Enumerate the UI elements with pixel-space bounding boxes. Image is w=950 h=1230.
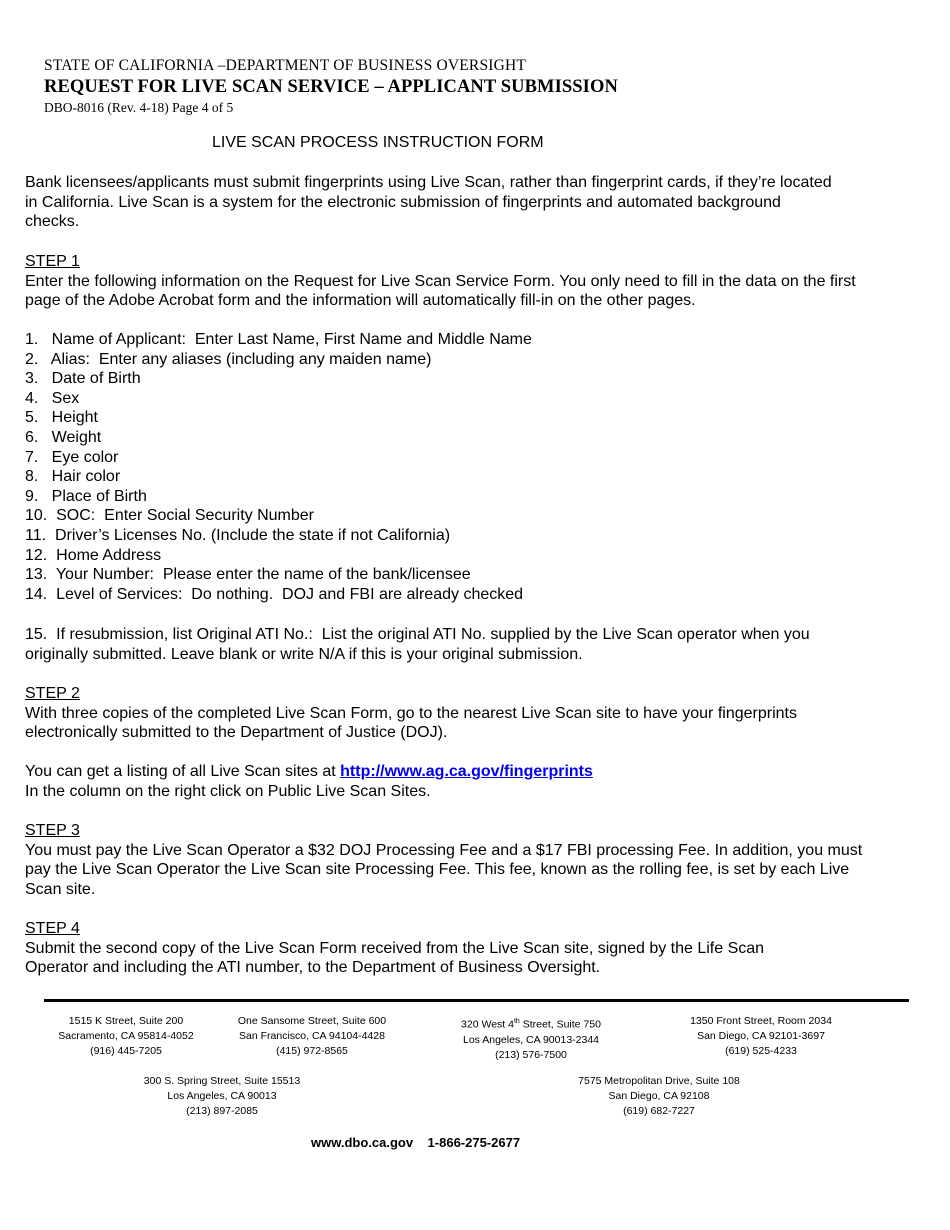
office-street: 1350 Front Street, Room 2034 [690, 1015, 832, 1027]
list-item: 11. Driver’s Licenses No. (Include the state if not California) [25, 526, 451, 544]
intro-line: checks. [25, 213, 80, 231]
step3-section [25, 821, 862, 899]
footer-divider [44, 999, 909, 1002]
listing-prefix: You can get a listing of all Live Scan sites at [25, 763, 341, 781]
office-city: San Francisco, CA 94104-4428 [239, 1030, 385, 1042]
intro-line: Bank licensees/applicants must submit fingerprints using Live Scan, rather than fingerprint cards, if they’re located [25, 174, 832, 191]
step3-line: pay the Live Scan Operator the Live Scan site Processing Fee. This fee, known as the rolling fee, is set by each Live [25, 861, 850, 879]
office-phone: (619) 682-7227 [623, 1105, 695, 1117]
item15-line: 15. If resubmission, list Original ATI No.: List the original ATI No. supplied by the Live Scan operator when you [25, 626, 810, 643]
step2-line: electronically submitted to the Department of Justice (DOJ). [25, 724, 448, 742]
step2-line: With three copies of the completed Live Scan Form, go to the nearest Live Scan site to have your fingerprints [25, 704, 797, 722]
list-item: 12. Home Address [25, 546, 162, 564]
footer-contact [311, 1135, 520, 1150]
fingerprints-link[interactable]: http://www.ag.ca.gov/fingerprints [340, 763, 593, 781]
list-item: 5. Height [25, 409, 98, 427]
office-city: San Diego, CA 92108 [608, 1090, 710, 1102]
list-item: 4. Sex [25, 389, 80, 407]
list-item: 3. Date of Birth [25, 370, 141, 388]
list-item: 7. Eye color [25, 448, 119, 466]
step1-line: page of the Adobe Acrobat form and the information will automatically fill-in on the other pages. [25, 292, 696, 310]
item15-line: originally submitted. Leave blank or write N/A if this is your original submission. [25, 645, 583, 663]
listing-note: In the column on the right click on Public Live Scan Sites. [25, 782, 431, 800]
office-san-diego-metropolitan [559, 1074, 759, 1119]
list-item: 10. SOC: Enter Social Security Number [25, 507, 314, 525]
step4-line: Submit the second copy of the Live Scan Form received from the Live Scan site, signed by the Life Scan [25, 939, 765, 957]
office-sacramento [46, 1014, 206, 1059]
list-item: 2. Alias: Enter any aliases (including any maiden name) [25, 350, 432, 368]
step1-list [25, 330, 532, 604]
toll-free-phone: 1-866-275-2677 [427, 1135, 521, 1150]
office-street: 320 West 4th Street, Suite 750 [461, 1018, 601, 1031]
step1-item15 [25, 625, 810, 664]
office-phone: (619) 525-4233 [725, 1045, 797, 1057]
list-item: 9. Place of Birth [25, 487, 147, 505]
office-phone: (916) 445-7205 [90, 1045, 162, 1057]
website-link[interactable]: www.dbo.ca.gov [311, 1135, 414, 1150]
step1-section [25, 252, 856, 311]
office-los-angeles-spring [127, 1074, 317, 1119]
step3-heading: STEP 3 [25, 822, 80, 839]
office-street: 7575 Metropolitan Drive, Suite 108 [578, 1075, 740, 1087]
step2-heading: STEP 2 [25, 685, 80, 702]
step1-line: Enter the following information on the Request for Live Scan Service Form. You only need to fill in the data on the first [25, 272, 856, 290]
office-city: Sacramento, CA 95814-4052 [58, 1030, 194, 1042]
intro-paragraph [25, 173, 832, 232]
list-item: 13. Your Number: Please enter the name of the bank/licensee [25, 566, 471, 584]
list-item: 6. Weight [25, 428, 102, 446]
step4-section [25, 919, 764, 978]
office-city: Los Angeles, CA 90013-2344 [462, 1033, 600, 1046]
list-item: 1. Name of Applicant: Enter Last Name, First Name and Middle Name [25, 331, 532, 348]
form-id: DBO-8016 (Rev. 4-18) Page 4 of 5 [44, 100, 234, 115]
office-phone: (415) 972-8565 [276, 1045, 348, 1057]
office-street: One Sansome Street, Suite 600 [237, 1015, 387, 1027]
office-phone: (213) 897-2085 [186, 1105, 258, 1117]
office-street: 300 S. Spring Street, Suite 15513 [143, 1075, 301, 1087]
step4-line: Operator and including the ATI number, to the Department of Business Oversight. [25, 959, 601, 977]
list-item: 8. Hair color [25, 468, 121, 486]
step3-line: Scan site. [25, 880, 96, 898]
office-san-diego-front [666, 1014, 856, 1059]
step3-line: You must pay the Live Scan Operator a $32 DOJ Processing Fee and a $17 FBI processing Fee. In addition, you must [25, 841, 863, 859]
form-title: LIVE SCAN PROCESS INSTRUCTION FORM [212, 134, 544, 151]
agency-name: STATE OF CALIFORNIA –DEPARTMENT OF BUSINESS OVERSIGHT [44, 57, 527, 74]
list-item: 14. Level of Services: Do nothing. DOJ and FBI are already checked [25, 585, 524, 603]
step1-heading: STEP 1 [25, 253, 80, 270]
step2-section [25, 684, 797, 802]
office-street: 1515 K Street, Suite 200 [68, 1015, 184, 1027]
office-los-angeles-4th [441, 1014, 621, 1063]
office-san-francisco [222, 1014, 402, 1059]
listing-line [25, 762, 797, 782]
document-title: REQUEST FOR LIVE SCAN SERVICE – APPLICANT SUBMISSION [44, 77, 618, 97]
intro-line: in California. Live Scan is a system for the electronic submission of fingerprints and automated background [25, 193, 781, 211]
step4-heading: STEP 4 [25, 920, 80, 937]
office-city: San Diego, CA 92101-3697 [697, 1030, 825, 1042]
office-phone: (213) 576-7500 [495, 1048, 567, 1061]
office-city: Los Angeles, CA 90013 [167, 1090, 277, 1102]
